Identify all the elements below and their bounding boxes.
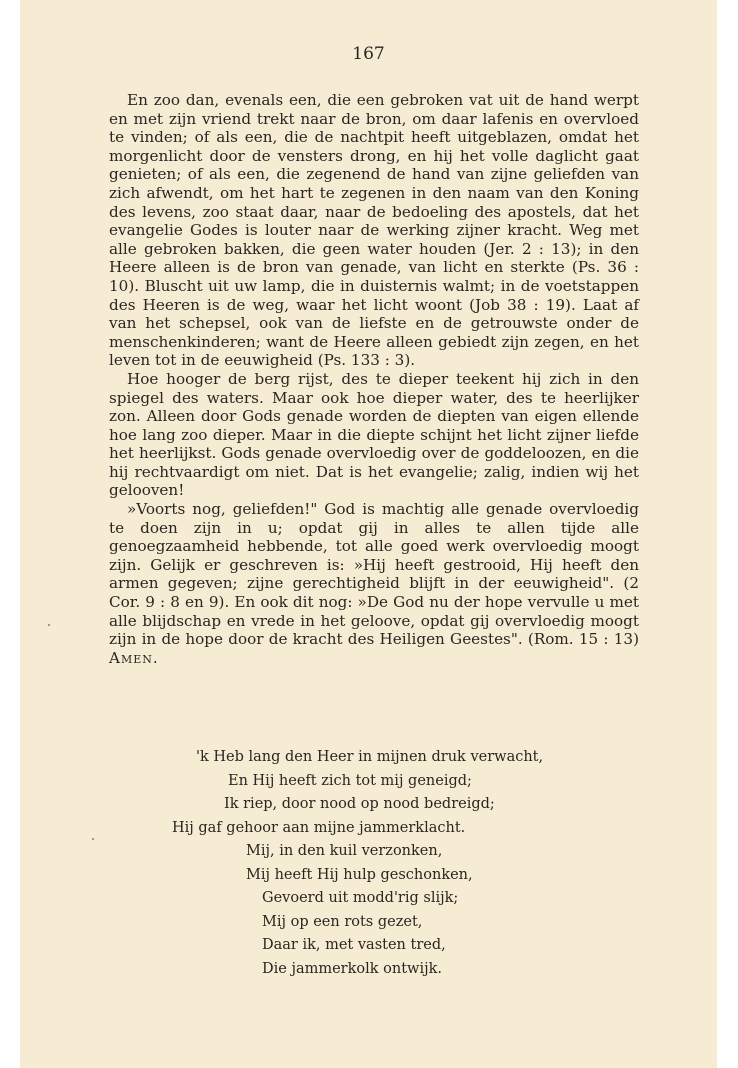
paragraph-2: Hoe hooger de berg rijst, des te dieper teekent hij zich in den spiegel des waters. Maar ook hoe dieper water, des te heerlijker zon. Alleen door Gods genade worden de diepten van eigen ellende hoe lang zoo dieper. Maar in die diepte schijnt het licht zijner liefde het heerlijkst. Gods genade overvloedig over de goddeloozen, en die hij rechtvaardigt om niet. Dat is het evangelie; zalig, indien wij het gelooven! (109, 369, 639, 500)
poem-line: Mij heeft Hij hulp geschonken, (246, 866, 473, 883)
poem-line: 'k Heb lang den Heer in mijnen druk verwacht, (196, 749, 544, 765)
paper-speck (48, 624, 50, 626)
poem-line: Hij gaf gehoor aan mijne jammerklacht. (172, 819, 466, 836)
book-page (20, 0, 717, 1068)
poem-line: Mij, in den kuil verzonken, (246, 843, 443, 859)
paragraph-1: En zoo dan, evenals een, die een gebroken vat uit de hand werpt en met zijn vriend trekt naar de bron, om daar lafenis en overvloed te vinden; of als een, die de nachtpit heeft uitgeblazen, omdat het morgenlicht door de vensters drong, en hij het volle daglicht gaat genieten; of als een, die zegenend de hand van zijne geliefden van zich afwendt, om het hart te zegenen in den naam van den Koning des levens, zoo staat daar, naar de bedoeling des apostels, dat het evangelie Godes is louter naar de werking zijner kracht. Weg met alle gebroken bakken, die geen water houden (Jer. 2 : 13); in den Heere alleen is de bron van genade, van licht en sterkte (Ps. 36 : 10). Bluscht uit uw lamp, die in duisternis walmt; in de voetstappen des Heeren is de weg, waar het licht woont (Job 38 : 19). Laat af van het schepsel, ook van de liefste en de getrouwste onder de menschenkinderen; want de Heere alleen gebiedt zijn zegen, en het leven tot in de eeuwigheid (Ps. 133 : 3). (109, 91, 639, 370)
paragraph-3-text: »Voorts nog, geliefden!" God is machtig alle genade overvloedig te doen zijn in u; opdat gij in alles te allen tijde alle genoegzaamheid hebbende, tot alle goed werk overvloedig moogt zijn. Gelijk er geschreven is: »Hij heeft gestrooid, Hij heeft den armen gegeven; zijne gerechtigheid blijft in der eeuwigheid". (2 Cor. 9 : 8 en 9). En ook dit nog: »De God nu der hope vervulle u met alle blijdschap en vrede in het geloove, opdat gij overvloedig moogt zijn in de hope door de kracht des Heiligen Geestes". (Rom. 15 : 13) (109, 500, 639, 649)
poem-line: En Hij heeft zich tot mij geneigd; (228, 772, 472, 789)
psalm-verse (172, 746, 543, 981)
body-text (109, 91, 639, 667)
poem-line: Daar ik, met vasten tred, (262, 937, 446, 953)
poem-line: Mij op een rots gezet, (262, 913, 423, 930)
poem-line: Gevoerd uit modd'rig slijk; (262, 890, 459, 906)
paragraph-3 (109, 500, 639, 667)
poem-line: Die jammerkolk ontwijk. (262, 960, 442, 977)
closing-amen: Amen. (109, 648, 159, 667)
page-number: 167 (352, 44, 385, 64)
poem-line: Ik riep, door nood op nood bedreigd; (224, 796, 495, 812)
paper-speck (92, 838, 94, 840)
